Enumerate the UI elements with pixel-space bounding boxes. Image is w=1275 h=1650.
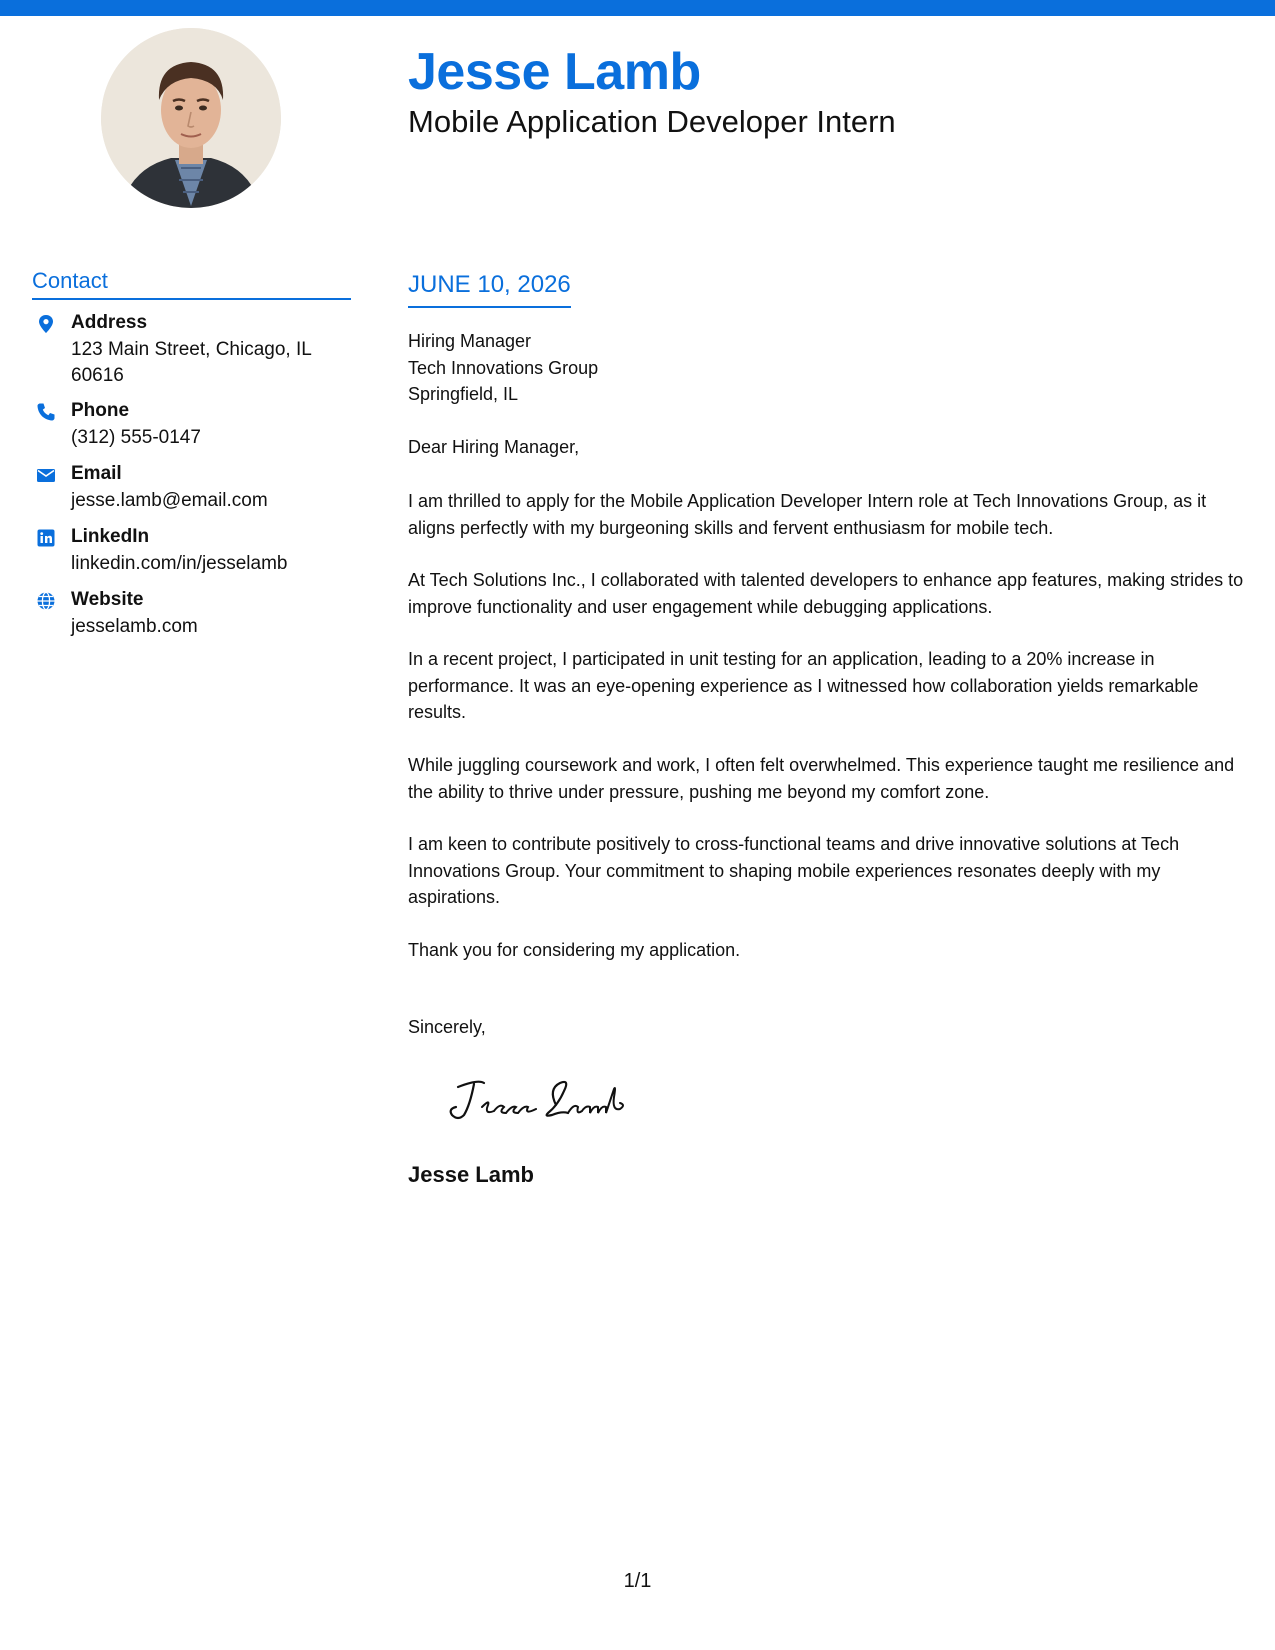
contact-value: 123 Main Street, Chicago, IL 60616 — [71, 339, 312, 386]
contact-value: linkedin.com/in/jesselamb — [71, 553, 288, 574]
contact-label: Phone — [71, 400, 130, 421]
letter-paragraph: I am thrilled to apply for the Mobile Application Developer Intern role at Tech Innovations Group, as it aligns perfectly with my burgeoning skills and fervent enthusiasm for mobile tech. — [408, 491, 1207, 538]
recipient-line: Springfield, IL — [408, 384, 519, 404]
contact-label: Website — [71, 589, 144, 610]
contact-heading: Contact — [32, 268, 351, 300]
recipient-block — [408, 328, 598, 408]
job-title: Mobile Application Developer Intern — [408, 104, 896, 139]
letter-paragraph: At Tech Solutions Inc., I collaborated with talented developers to enhance app features, making strides to improve functionality and user engagement while debugging applications. — [408, 570, 1244, 617]
phone-icon — [36, 402, 56, 422]
profile-photo — [101, 28, 281, 208]
letter-paragraph: While juggling coursework and work, I often felt overwhelmed. This experience taught me resilience and the ability to thrive under pressure, pushing me beyond my comfort zone. — [408, 755, 1235, 802]
contact-label: LinkedIn — [71, 526, 150, 547]
globe-icon — [36, 591, 56, 611]
top-accent-bar — [0, 0, 1275, 16]
applicant-name: Jesse Lamb — [408, 43, 701, 101]
handwritten-signature — [444, 1075, 634, 1130]
linkedin-icon — [36, 528, 56, 548]
map-pin-icon — [36, 314, 56, 334]
page-number: 1/1 — [623, 1570, 652, 1592]
letter-paragraph: Thank you for considering my application. — [408, 940, 741, 960]
signed-name: Jesse Lamb — [408, 1162, 534, 1187]
recipient-line: Hiring Manager — [408, 331, 532, 351]
contact-value: jesse.lamb@email.com — [71, 490, 268, 511]
contact-value: (312) 555-0147 — [71, 427, 201, 448]
letter-paragraph: I am keen to contribute positively to cross-functional teams and drive innovative solutions at Tech Innovations Group. Your commitment to shaping mobile experiences resonates deeply with my aspirations. — [408, 834, 1180, 907]
contact-value: jesselamb.com — [71, 616, 198, 637]
closing: Sincerely, — [408, 1017, 486, 1037]
letter-paragraph: In a recent project, I participated in unit testing for an application, leading to a 20% increase in performance. It was an eye-opening experience as I witnessed how collaboration yields remarkable results. — [408, 649, 1199, 722]
contact-label: Email — [71, 463, 122, 484]
contact-label: Address — [71, 312, 148, 333]
letter-date: JUNE 10, 2026 — [408, 271, 571, 308]
recipient-line: Tech Innovations Group — [408, 357, 599, 378]
envelope-icon — [36, 465, 56, 485]
salutation: Dear Hiring Manager, — [408, 437, 580, 457]
